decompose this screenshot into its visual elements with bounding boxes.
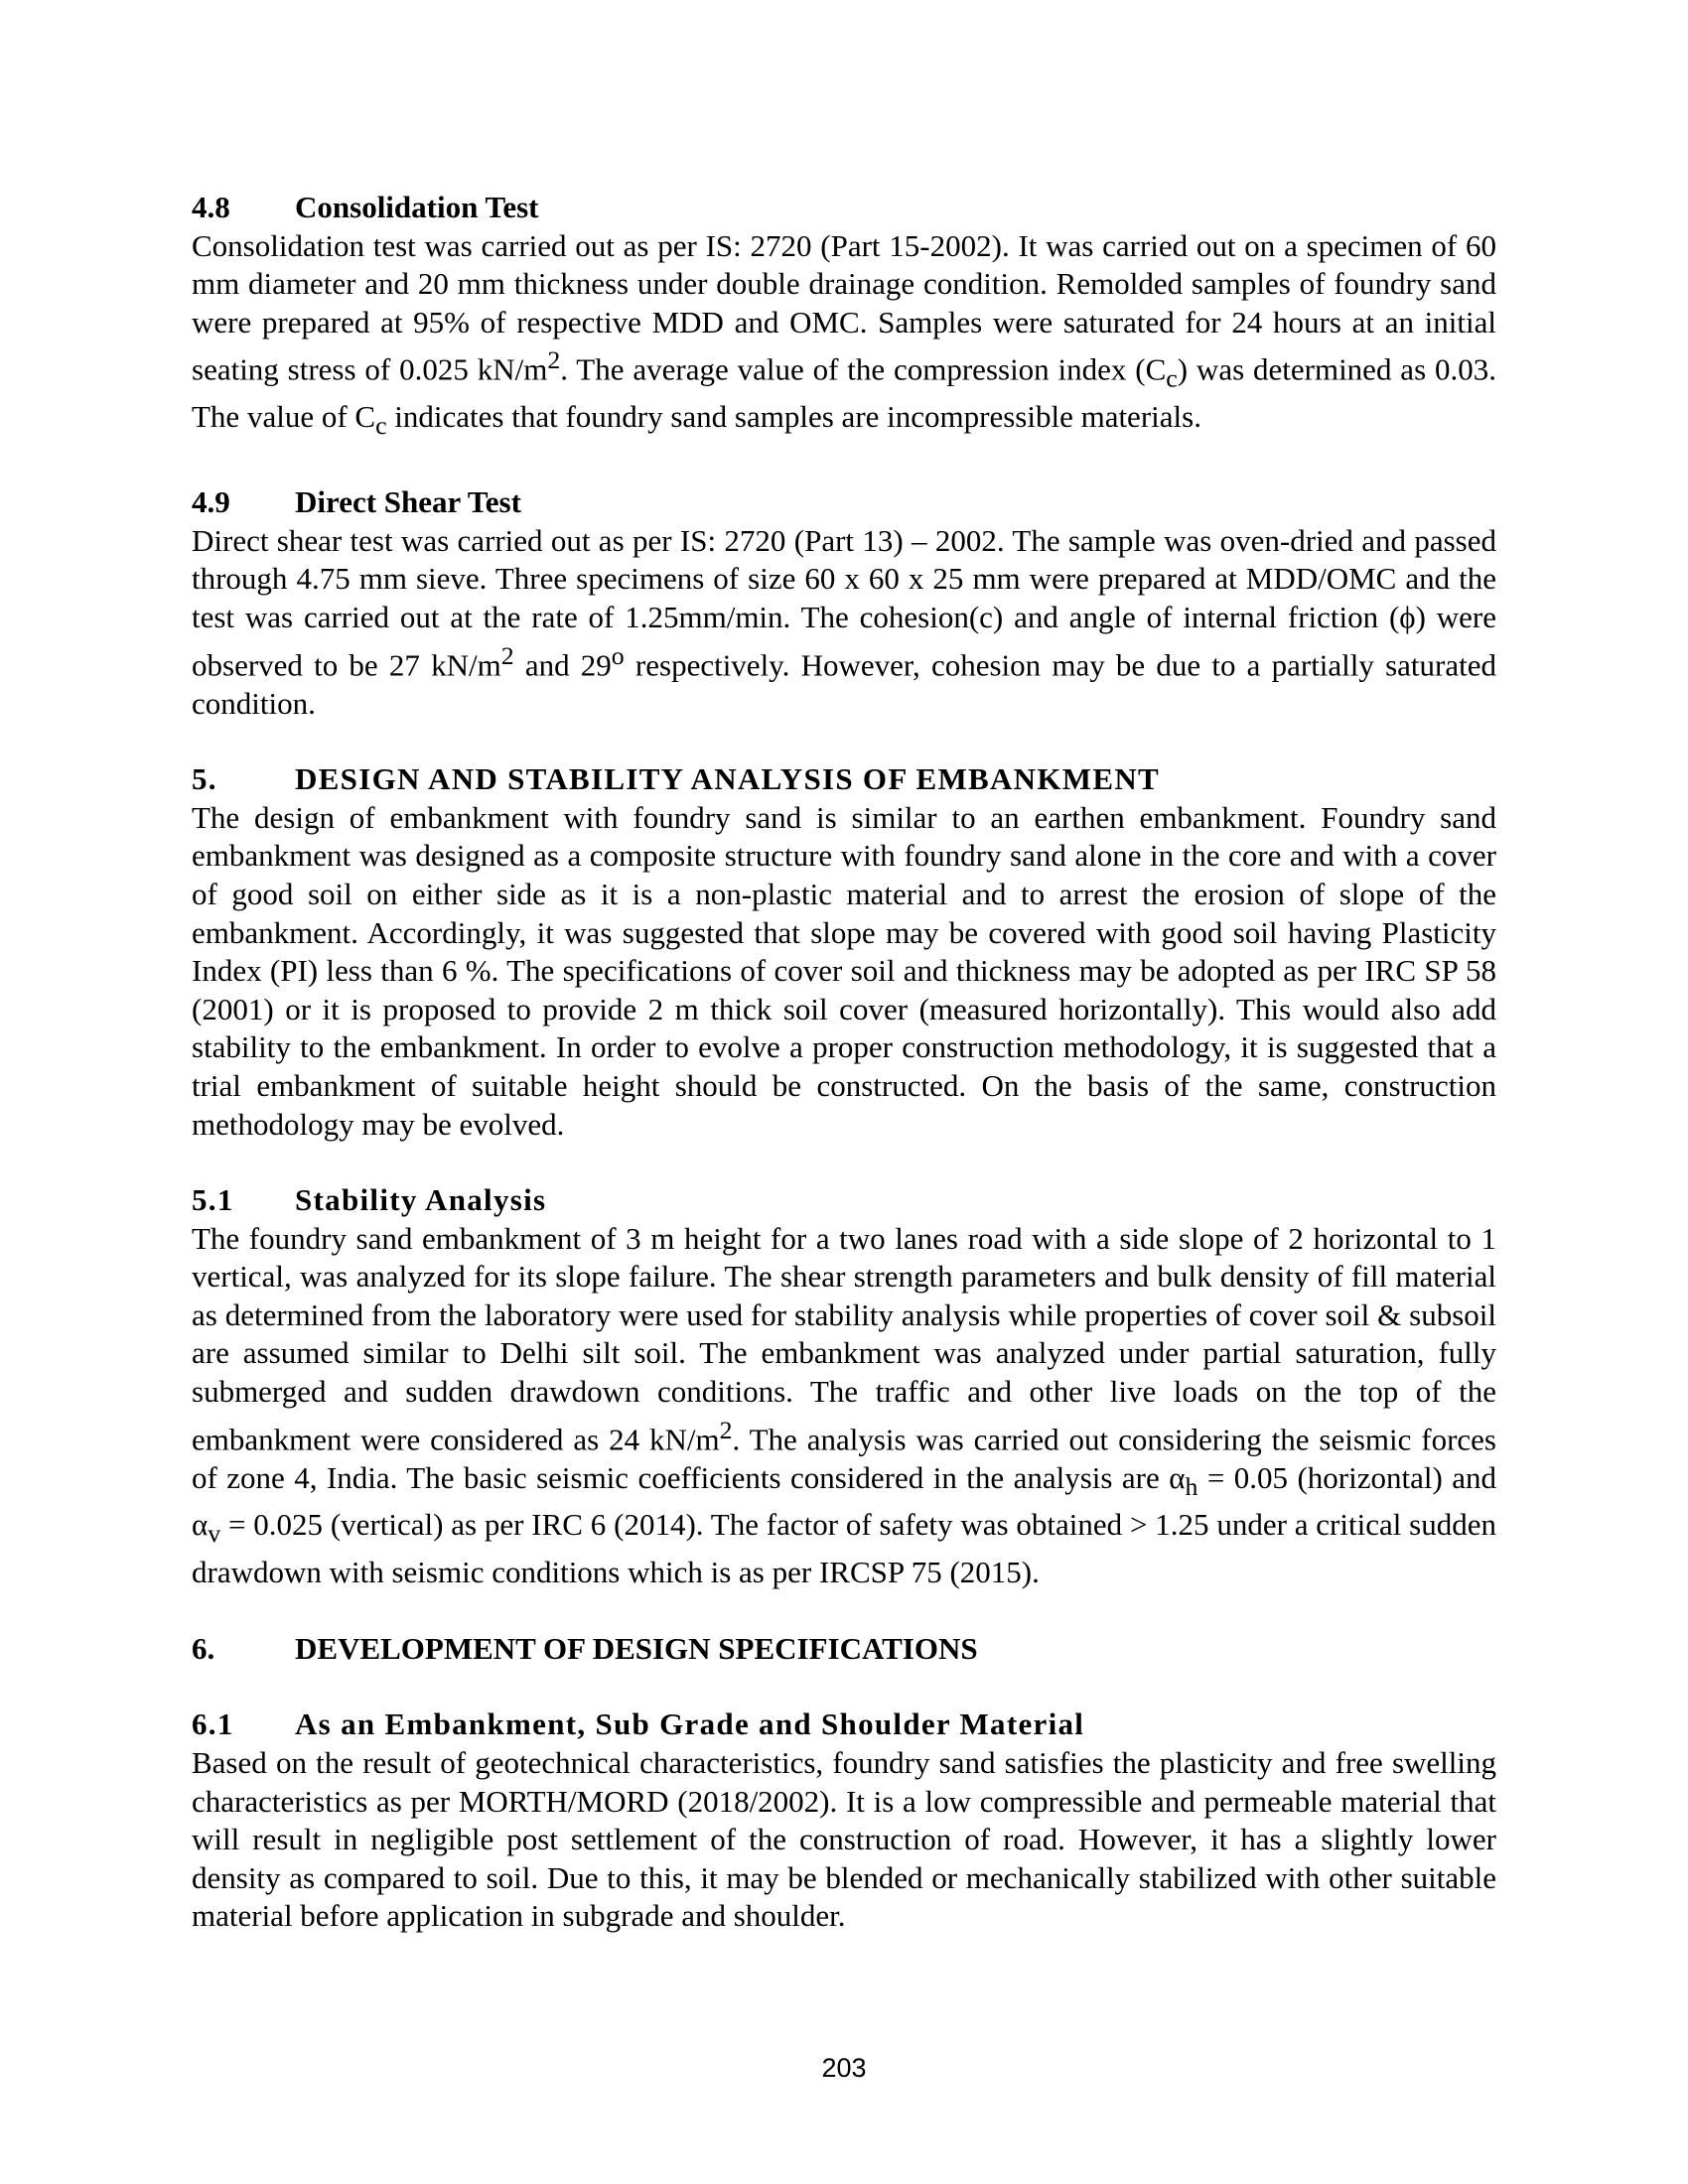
section-heading	[192, 189, 1496, 227]
paragraph: Consolidation test was carried out as per IS: 2720 (Part 15-2002). It was carried out on a specimen of 60 mm diameter and 20 mm thickness under double drainage condition. Remolded samples of foundry sand were prepared at 95% of respective MDD and OMC. Samples were saturated for 24 hours at an initial seating stress of 0.025 $kN/m^2$. The average value of the compression index $(C_c)$ was determined as 0.03. The value of $C_c$ indicates that foundry sand samples are incompressible materials.	[192, 227, 1496, 441]
section-title: As an Embankment, Sub Grade and Shoulder Material	[295, 1706, 1085, 1742]
section-number: 6.1	[192, 1706, 234, 1742]
page-body	[192, 189, 1496, 1936]
section-4-9	[192, 483, 1496, 723]
section-4-8	[192, 189, 1496, 446]
section-5	[192, 760, 1496, 1144]
section-heading	[192, 760, 1496, 799]
section-heading	[192, 1706, 1496, 1744]
section-number: 4.9	[192, 484, 230, 520]
section-number: 5.1	[192, 1182, 234, 1218]
paragraph: The design of embankment with foundry sand is similar to an earthen embankment. Foundry sand embankment was designed as a composite structure with foundry sand alone in the core and with a cover of good soil on either side as it is a non-plastic material and to arrest the erosion of slope of the embankment. Accordingly, it was suggested that slope may be covered with good soil having Plasticity Index (PI) less than 6 %. The specifications of cover soil and thickness may be adopted as per IRC SP 58 (2001) or it is proposed to provide 2 m thick soil cover (measured horizontally). This would also add stability to the embankment. In order to evolve a proper construction methodology, it is suggested that a trial embankment of suitable height should be constructed. On the basis of the same, construction methodology may be evolved.	[192, 799, 1496, 1142]
section-title: Stability Analysis	[295, 1182, 547, 1218]
section-heading	[192, 1181, 1496, 1220]
page-number: 203	[821, 2053, 867, 2083]
section-6	[192, 1630, 1496, 1669]
paragraph: The foundry sand embankment of 3 m height for a two lanes road with a side slope of 2 horizontal to 1 vertical, was analyzed for its slope failure. The shear strength parameters and bulk density of fill material as determined from the laboratory were used for stability analysis while properties of cover soil & subsoil are assumed similar to Delhi silt soil. The embankment was analyzed under partial saturation, fully submerged and sudden drawdown conditions. The traffic and other live loads on the top of the embankment were considered as 24 $kN/m^2$. The analysis was carried out considering the seismic forces of zone 4, India. The basic seismic coefficients considered in the analysis are $\alpha_h = 0.05$ (horizontal) and $\alpha_v = 0.025$ (vertical) as per IRC 6 (2014). The factor of safety was obtained > 1.25 under a critical sudden drawdown with seismic conditions which is as per IRCSP 75 (2015).	[192, 1220, 1496, 1590]
paragraph: Based on the result of geotechnical characteristics, foundry sand satisfies the plasticity and free swelling characteristics as per MORTH/MORD (2018/2002). It is a low compressible and permeable material that will result in negligible post settlement of the construction of road. However, it has a slightly lower density as compared to soil. Due to this, it may be blended or mechanically stabilized with other suitable material before application in subgrade and shoulder.	[192, 1744, 1496, 1934]
section-5-1	[192, 1181, 1496, 1592]
section-title: DEVELOPMENT OF DESIGN SPECIFICATIONS	[295, 1630, 978, 1666]
section-number: 5.	[192, 761, 217, 797]
section-number: 6.	[192, 1630, 215, 1666]
paragraph: Direct shear test was carried out as per IS: 2720 (Part 13) – 2002. The sample was oven-dried and passed through 4.75 mm sieve. Three specimens of size 60 x 60 x 25 mm were prepared at MDD/OMC and the test was carried out at the rate of 1.25mm/min. The cohesion(c) and angle of internal friction (ϕ) were observed to be 27 $kN/m^2$ and 29$^o$ respectively. However, cohesion may be due to a partially saturated condition.	[192, 522, 1496, 721]
section-number: 4.8	[192, 190, 230, 224]
section-heading	[192, 1630, 1496, 1669]
section-heading	[192, 483, 1496, 522]
section-title: DESIGN AND STABILITY ANALYSIS OF EMBANKMENT	[295, 761, 1160, 797]
section-title: Consolidation Test	[295, 190, 539, 224]
section-title: Direct Shear Test	[295, 484, 521, 520]
section-6-1	[192, 1706, 1496, 1936]
